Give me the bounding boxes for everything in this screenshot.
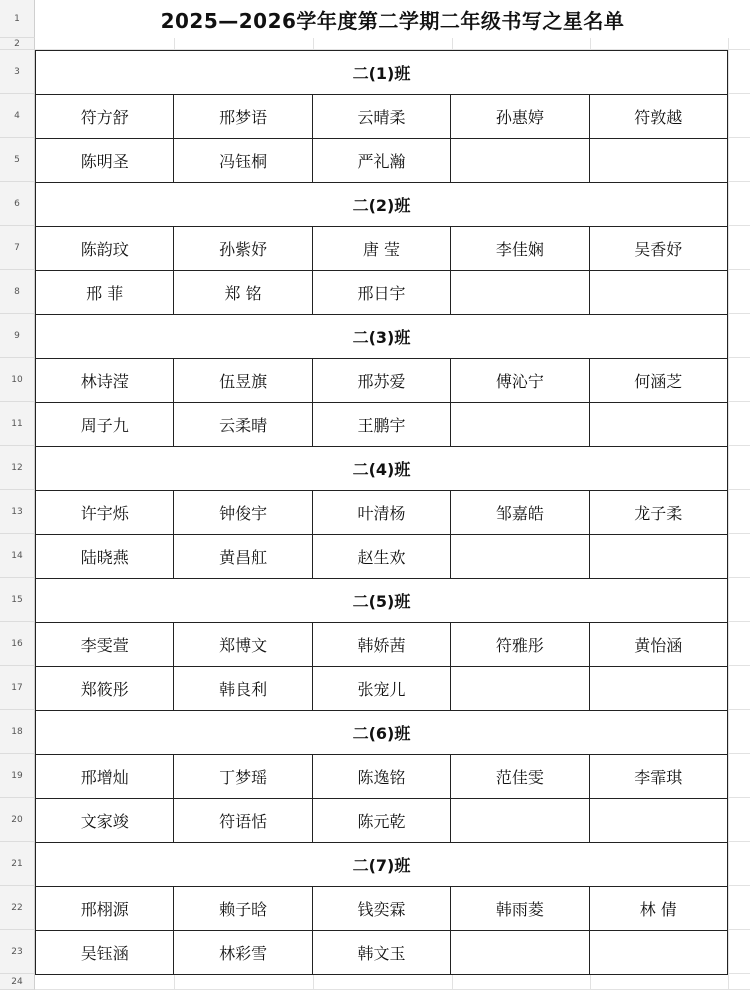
student-row xyxy=(36,95,728,139)
student-name-cell[interactable]: 邢梦语 xyxy=(174,95,312,139)
class-header-row xyxy=(36,843,728,887)
student-name-cell[interactable]: 孙惠婷 xyxy=(451,95,589,139)
empty-cell[interactable] xyxy=(451,271,589,315)
class-header-row xyxy=(36,447,728,491)
student-name-cell[interactable]: 冯钰桐 xyxy=(174,139,312,183)
student-name-cell[interactable]: 符语恬 xyxy=(174,799,312,843)
empty-cell[interactable] xyxy=(590,535,728,579)
student-name-cell[interactable]: 符敦越 xyxy=(590,95,728,139)
student-name-cell[interactable]: 唐 莹 xyxy=(313,227,451,271)
row-number[interactable]: 5 xyxy=(0,138,35,182)
class-header-row xyxy=(36,315,728,359)
row-number[interactable]: 1 xyxy=(0,0,35,38)
row-number[interactable]: 21 xyxy=(0,842,35,886)
student-name-cell[interactable]: 韩雨菱 xyxy=(451,887,589,931)
student-name-cell[interactable]: 林 倩 xyxy=(590,887,728,931)
student-name-cell[interactable]: 严礼瀚 xyxy=(313,139,451,183)
student-name-cell[interactable]: 云晴柔 xyxy=(313,95,451,139)
student-name-cell[interactable]: 伍昱旗 xyxy=(174,359,312,403)
student-name-cell[interactable]: 赵生欢 xyxy=(313,535,451,579)
student-name-cell[interactable]: 张宠儿 xyxy=(313,667,451,711)
student-name-cell[interactable]: 钱奕霖 xyxy=(313,887,451,931)
student-name-cell[interactable]: 陈明圣 xyxy=(36,139,174,183)
student-name-cell[interactable]: 周子九 xyxy=(36,403,174,447)
class-header-row xyxy=(36,51,728,95)
student-name-cell[interactable]: 陈逸铭 xyxy=(313,755,451,799)
sheet-title[interactable]: 2025—2026学年度第二学期二年级书写之星名单 xyxy=(35,0,750,38)
empty-cell[interactable] xyxy=(590,403,728,447)
student-row xyxy=(36,931,728,975)
empty-cell[interactable] xyxy=(451,535,589,579)
student-name-cell[interactable]: 陆晓燕 xyxy=(36,535,174,579)
class-name-cell[interactable]: 二(6)班 xyxy=(36,711,728,755)
student-name-cell[interactable]: 王鹏宇 xyxy=(313,403,451,447)
student-name-cell[interactable]: 吴钰涵 xyxy=(36,931,174,975)
empty-cell[interactable] xyxy=(590,931,728,975)
empty-cell[interactable] xyxy=(590,139,728,183)
row-number[interactable]: 23 xyxy=(0,930,35,974)
row-number[interactable]: 16 xyxy=(0,622,35,666)
row-number[interactable]: 2 xyxy=(0,38,35,50)
student-name-cell[interactable]: 李佳娴 xyxy=(451,227,589,271)
student-name-cell[interactable]: 叶清杨 xyxy=(313,491,451,535)
row-number[interactable]: 12 xyxy=(0,446,35,490)
student-name-cell[interactable]: 符雅彤 xyxy=(451,623,589,667)
student-name-cell[interactable]: 林彩雪 xyxy=(174,931,312,975)
class-name-cell[interactable]: 二(5)班 xyxy=(36,579,728,623)
class-name-cell[interactable]: 二(7)班 xyxy=(36,843,728,887)
empty-cell[interactable] xyxy=(590,799,728,843)
honor-roll-table xyxy=(35,50,728,975)
row-number[interactable]: 8 xyxy=(0,270,35,314)
class-header-row xyxy=(36,579,728,623)
student-row xyxy=(36,623,728,667)
empty-cell[interactable] xyxy=(590,667,728,711)
row-number[interactable]: 18 xyxy=(0,710,35,754)
row-number[interactable]: 9 xyxy=(0,314,35,358)
student-name-cell[interactable]: 黄昌舡 xyxy=(174,535,312,579)
empty-cell[interactable] xyxy=(451,799,589,843)
student-row xyxy=(36,403,728,447)
student-row xyxy=(36,359,728,403)
row-number[interactable]: 4 xyxy=(0,94,35,138)
student-name-cell[interactable]: 龙子柔 xyxy=(590,491,728,535)
student-row xyxy=(36,755,728,799)
empty-cell[interactable] xyxy=(451,403,589,447)
student-name-cell[interactable]: 韩娇茜 xyxy=(313,623,451,667)
row-number[interactable]: 22 xyxy=(0,886,35,930)
student-row xyxy=(36,227,728,271)
row-number[interactable]: 6 xyxy=(0,182,35,226)
empty-cell[interactable] xyxy=(451,667,589,711)
student-name-cell[interactable]: 符方舒 xyxy=(36,95,174,139)
class-name-cell[interactable]: 二(4)班 xyxy=(36,447,728,491)
student-name-cell[interactable]: 丁梦瑶 xyxy=(174,755,312,799)
empty-cell[interactable] xyxy=(590,271,728,315)
student-name-cell[interactable]: 邢 菲 xyxy=(36,271,174,315)
student-name-cell[interactable]: 孙紫妤 xyxy=(174,227,312,271)
student-name-cell[interactable]: 黄怡涵 xyxy=(590,623,728,667)
student-name-cell[interactable]: 邢日宇 xyxy=(313,271,451,315)
student-name-cell[interactable]: 许宇烁 xyxy=(36,491,174,535)
student-name-cell[interactable]: 文家竣 xyxy=(36,799,174,843)
student-name-cell[interactable]: 陈韵玟 xyxy=(36,227,174,271)
class-name-cell[interactable]: 二(2)班 xyxy=(36,183,728,227)
student-name-cell[interactable]: 邢增灿 xyxy=(36,755,174,799)
class-name-cell[interactable]: 二(3)班 xyxy=(36,315,728,359)
empty-cell[interactable] xyxy=(451,139,589,183)
row-number[interactable]: 17 xyxy=(0,666,35,710)
student-name-cell[interactable]: 何涵芝 xyxy=(590,359,728,403)
empty-cell[interactable] xyxy=(451,931,589,975)
class-name-cell[interactable]: 二(1)班 xyxy=(36,51,728,95)
student-row xyxy=(36,667,728,711)
student-name-cell[interactable]: 邹嘉皓 xyxy=(451,491,589,535)
student-row xyxy=(36,535,728,579)
student-name-cell[interactable]: 郑 铭 xyxy=(174,271,312,315)
row-number[interactable]: 20 xyxy=(0,798,35,842)
student-name-cell[interactable]: 吴香妤 xyxy=(590,227,728,271)
student-row xyxy=(36,139,728,183)
class-header-row xyxy=(36,711,728,755)
student-name-cell[interactable]: 林诗滢 xyxy=(36,359,174,403)
student-name-cell[interactable]: 郑筱彤 xyxy=(36,667,174,711)
row-number[interactable]: 10 xyxy=(0,358,35,402)
row-number[interactable]: 14 xyxy=(0,534,35,578)
student-name-cell[interactable]: 李雯萱 xyxy=(36,623,174,667)
student-row xyxy=(36,799,728,843)
row-number[interactable]: 13 xyxy=(0,490,35,534)
row-number[interactable]: 3 xyxy=(0,50,35,94)
student-name-cell[interactable]: 陈元乾 xyxy=(313,799,451,843)
student-name-cell[interactable]: 邢苏爱 xyxy=(313,359,451,403)
row-number[interactable]: 7 xyxy=(0,226,35,270)
student-name-cell[interactable]: 钟俊宇 xyxy=(174,491,312,535)
student-name-cell[interactable]: 赖子晗 xyxy=(174,887,312,931)
student-row xyxy=(36,491,728,535)
gridline xyxy=(728,0,729,990)
student-row xyxy=(36,887,728,931)
student-row xyxy=(36,271,728,315)
student-name-cell[interactable]: 郑博文 xyxy=(174,623,312,667)
row-number[interactable]: 11 xyxy=(0,402,35,446)
student-name-cell[interactable]: 云柔晴 xyxy=(174,403,312,447)
class-header-row xyxy=(36,183,728,227)
student-name-cell[interactable]: 李霏琪 xyxy=(590,755,728,799)
student-name-cell[interactable]: 邢栩源 xyxy=(36,887,174,931)
row-number[interactable]: 15 xyxy=(0,578,35,622)
student-name-cell[interactable]: 韩良利 xyxy=(174,667,312,711)
row-number[interactable]: 24 xyxy=(0,974,35,990)
student-name-cell[interactable]: 傅沁宁 xyxy=(451,359,589,403)
row-number[interactable]: 19 xyxy=(0,754,35,798)
student-name-cell[interactable]: 范佳雯 xyxy=(451,755,589,799)
student-name-cell[interactable]: 韩文玉 xyxy=(313,931,451,975)
